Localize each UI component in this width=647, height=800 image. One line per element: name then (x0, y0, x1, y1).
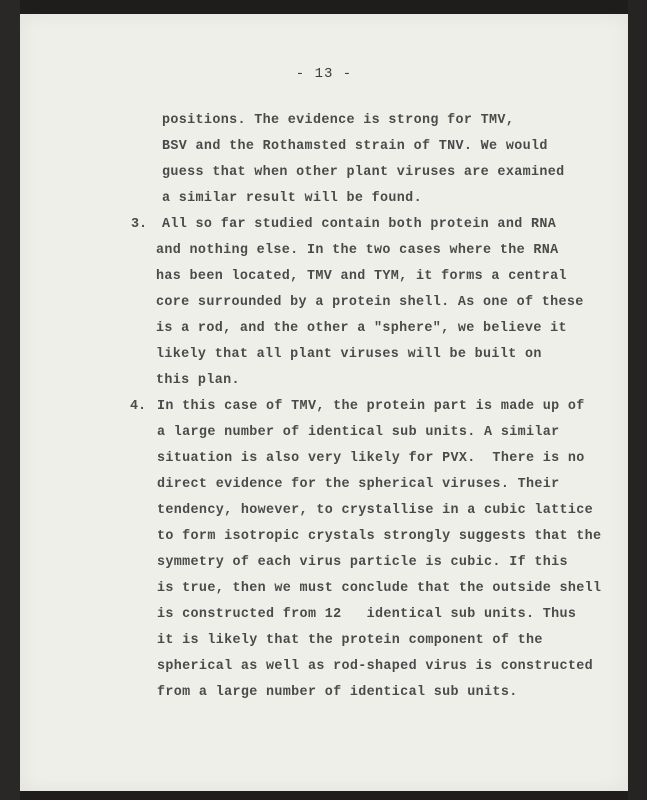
point-4-line: symmetry of each virus particle is cubic. If this (157, 555, 568, 570)
point-4-line: is constructed from 12 identical sub units. Thus (157, 607, 577, 622)
continuation-line: positions. The evidence is strong for TMV, (162, 113, 515, 128)
point-3-marker: 3. (131, 217, 148, 232)
continuation-line: a similar result will be found. (162, 191, 422, 206)
point-4-line: a large number of identical sub units. A similar (157, 425, 560, 440)
point-3-line: likely that all plant viruses will be built on (156, 347, 542, 362)
point-4-line: direct evidence for the spherical viruses. Their (157, 477, 560, 492)
point-4-line: situation is also very likely for PVX. There is no (157, 451, 585, 466)
point-3-line: and nothing else. In the two cases where the RNA (156, 243, 559, 258)
continuation-line: BSV and the Rothamsted strain of TNV. We would (162, 139, 548, 154)
point-4-line: from a large number of identical sub units. (157, 685, 518, 700)
point-4-line: tendency, however, to crystallise in a cubic lattice (157, 503, 594, 518)
page-number: - 13 - (295, 66, 353, 82)
point-4-line: to form isotropic crystals strongly suggests that the (157, 529, 602, 544)
point-4-line: spherical as well as rod-shaped virus is constructed (157, 659, 594, 674)
point-3-line: is a rod, and the other a "sphere", we believe it (156, 321, 567, 336)
scan-right-edge (628, 0, 647, 800)
point-4-marker: 4. (130, 399, 147, 414)
scan-left-edge (0, 0, 20, 800)
point-4-line: is true, then we must conclude that the outside shell (157, 581, 602, 596)
point-3-line: All so far studied contain both protein and RNA (162, 217, 557, 232)
point-4-line: In this case of TMV, the protein part is made up of (157, 399, 585, 414)
typed-page (20, 14, 628, 791)
point-4-line: it is likely that the protein component of the (157, 633, 543, 648)
point-3-line: has been located, TMV and TYM, it forms a central (156, 269, 567, 284)
continuation-line: guess that when other plant viruses are examined (162, 165, 565, 180)
point-3-line: this plan. (156, 373, 240, 388)
point-3-line: core surrounded by a protein shell. As one of these (156, 295, 584, 310)
